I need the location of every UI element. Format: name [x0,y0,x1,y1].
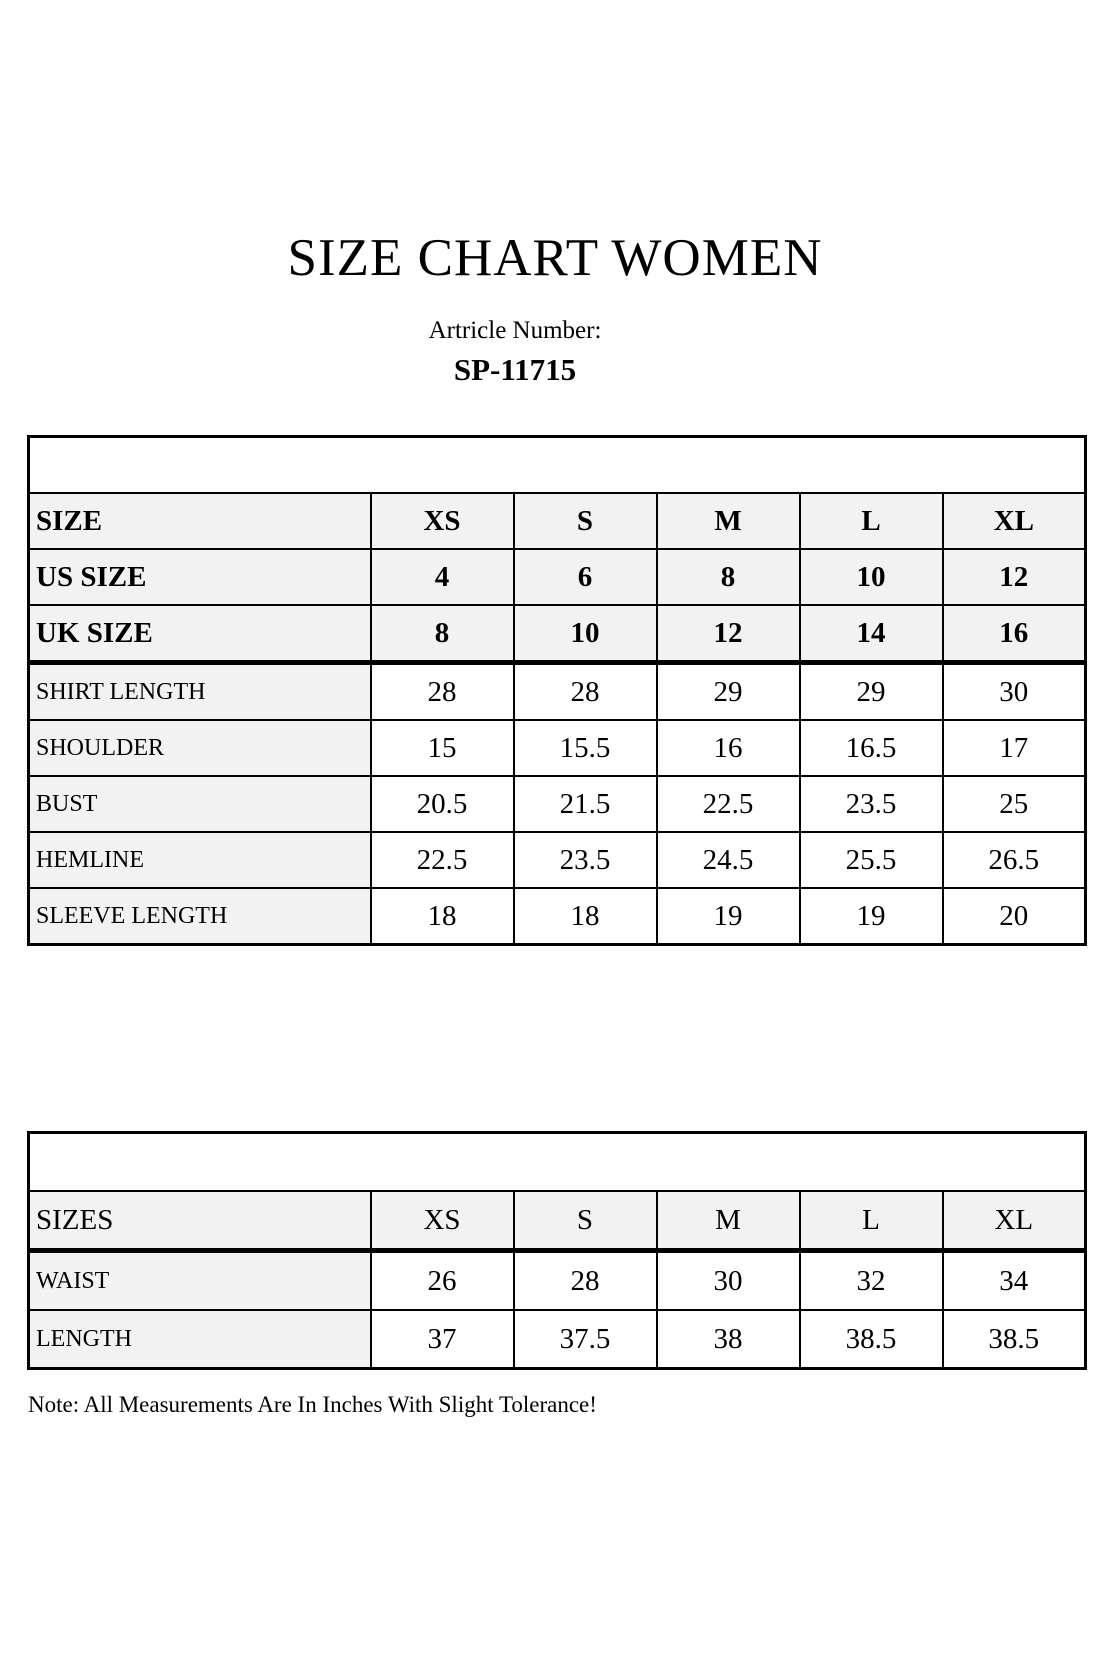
shirt-size-row [29,493,1086,549]
table-cell: 18 [514,888,657,945]
table-cell: 21.5 [514,776,657,832]
shirt-bust-row [29,776,1086,832]
table-cell: 20.5 [371,776,514,832]
row-label: SHOULDER [29,720,371,776]
table-cell: 30 [657,1251,800,1311]
shirt-table [27,435,1087,946]
table-cell: 16 [943,605,1086,663]
table-cell: 25.5 [800,832,943,888]
row-label: LENGTH [29,1310,371,1369]
row-label: WAIST [29,1251,371,1311]
table-cell: 30 [943,663,1086,721]
table-cell: 18 [371,888,514,945]
table-cell: 24.5 [657,832,800,888]
row-label: BUST [29,776,371,832]
trouser-waist-row [29,1251,1086,1311]
table-cell: 20 [943,888,1086,945]
table-cell: 12 [657,605,800,663]
table-cell: 8 [657,549,800,605]
table-cell: 17 [943,720,1086,776]
row-label: US SIZE [29,549,371,605]
table-cell: 15 [371,720,514,776]
table-cell: 28 [514,663,657,721]
table-cell: M [657,1191,800,1251]
table-cell: 16 [657,720,800,776]
table-cell: 16.5 [800,720,943,776]
table-cell: 22.5 [371,832,514,888]
table-cell: 23.5 [800,776,943,832]
table-cell: L [800,493,943,549]
table-cell: 38 [657,1310,800,1369]
shirt-shoulder-row [29,720,1086,776]
table-cell: 34 [943,1251,1086,1311]
row-label: SHIRT LENGTH [29,663,371,721]
article-block [0,316,1030,388]
shirt-sleeve-length-row [29,888,1086,945]
shirt-hemline-row [29,832,1086,888]
shirt-banner-row [29,437,1086,494]
table-cell: 10 [514,605,657,663]
measurement-note: Note: All Measurements Are In Inches With Slight Tolerance! [28,1392,597,1417]
table-cell: 8 [371,605,514,663]
table-cell: XS [371,1191,514,1251]
table-cell: XL [943,493,1086,549]
table-cell: 23.5 [514,832,657,888]
shirt-us-size-row [29,549,1086,605]
table-cell: 19 [657,888,800,945]
shirt-table-title: SHIRT [29,437,1086,494]
table-cell: 4 [371,549,514,605]
row-label: SIZE [29,493,371,549]
table-cell: 25 [943,776,1086,832]
table-cell: 12 [943,549,1086,605]
table-cell: 26 [371,1251,514,1311]
row-label: UK SIZE [29,605,371,663]
table-cell: XL [943,1191,1086,1251]
table-cell: 14 [800,605,943,663]
table-cell: 32 [800,1251,943,1311]
trouser-banner-row [29,1133,1086,1192]
table-cell: 38.5 [800,1310,943,1369]
table-cell: 10 [800,549,943,605]
table-cell: 19 [800,888,943,945]
row-label: HEMLINE [29,832,371,888]
shirt-uk-size-row [29,605,1086,663]
trouser-length-row [29,1310,1086,1369]
table-cell: 15.5 [514,720,657,776]
table-cell: 29 [657,663,800,721]
trouser-sizes-row [29,1191,1086,1251]
table-cell: 28 [514,1251,657,1311]
table-cell: 38.5 [943,1310,1086,1369]
row-label: SLEEVE LENGTH [29,888,371,945]
table-cell: S [514,493,657,549]
table-cell: XS [371,493,514,549]
table-cell: 6 [514,549,657,605]
table-cell: M [657,493,800,549]
shirt-length-row [29,663,1086,721]
table-cell: 26.5 [943,832,1086,888]
article-number-value: SP-11715 [453,352,577,387]
trouser-table [27,1131,1087,1370]
page-title: SIZE CHART WOMEN [287,229,823,287]
table-cell: 37.5 [514,1310,657,1369]
table-cell: 29 [800,663,943,721]
table-cell: 22.5 [657,776,800,832]
table-cell: S [514,1191,657,1251]
table-cell: 37 [371,1310,514,1369]
article-number-label: Artricle Number: [428,317,602,344]
trouser-table-title: TROUSER [29,1133,1086,1192]
table-cell: L [800,1191,943,1251]
table-cell: 28 [371,663,514,721]
row-label: SIZES [29,1191,371,1251]
